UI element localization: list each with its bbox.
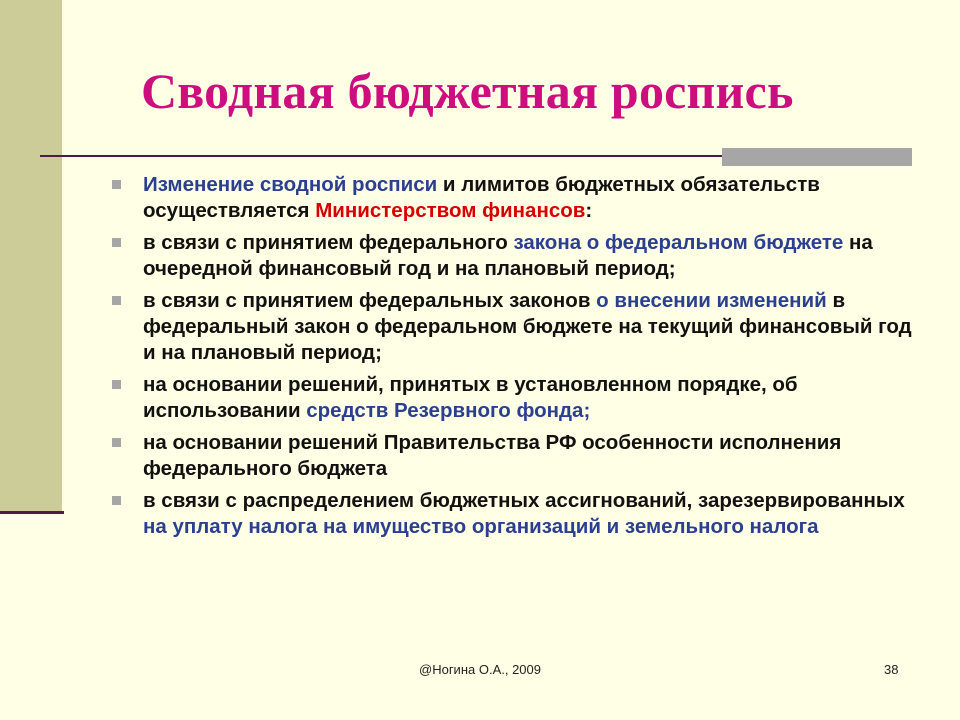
item-text-segment: :: [585, 199, 593, 222]
square-bullet-icon: [112, 438, 121, 447]
square-bullet-icon: [112, 296, 121, 305]
item-text-segment: на очередной финансовый год и на плановый период;: [143, 231, 873, 280]
square-bullet-icon: [112, 380, 121, 389]
item-text-segment: на основании решений Правительства РФ особенности исполнения федерального бюджета: [143, 431, 842, 480]
square-bullet-icon: [112, 180, 121, 189]
bullet-list: [112, 172, 912, 546]
list-item: [112, 288, 912, 366]
list-item: [112, 372, 912, 424]
list-item: [112, 172, 912, 224]
item-text-segment: на уплату налога на имущество организаций и земельного налога: [143, 515, 819, 538]
title-accent-bar: [722, 148, 912, 166]
left-sidebar-band: [0, 0, 62, 513]
item-text-segment: о внесении изменений: [596, 289, 827, 312]
item-text-segment: на основании решений, принятых в установленном порядке, об использовании: [143, 373, 798, 422]
sidebar-bottom-rule: [0, 511, 64, 514]
item-text-segment: в федеральный закон о федеральном бюджете на текущий финансовый год и на плановый период;: [143, 289, 912, 364]
footer-copyright: @Ногина О.А., 2009: [419, 662, 541, 677]
item-text-segment: в связи с распределением бюджетных ассигнований, зарезервированных: [143, 489, 905, 512]
slide-title: Сводная бюджетная роспись: [141, 63, 794, 119]
list-item: [112, 230, 912, 282]
item-text-segment: в связи с принятием федеральных законов: [143, 289, 597, 312]
item-text-segment: и лимитов бюджетных обязательств осуществляется: [143, 173, 820, 222]
item-text-segment: Изменение сводной росписи: [143, 173, 438, 196]
page-number: 38: [884, 662, 899, 677]
item-text-segment: закона о федеральном бюджете: [513, 231, 844, 254]
list-item: [112, 430, 912, 482]
item-text-segment: в связи с принятием федерального: [143, 231, 514, 254]
item-text-segment: средств Резервного фонда;: [306, 399, 591, 422]
square-bullet-icon: [112, 238, 121, 247]
square-bullet-icon: [112, 496, 121, 505]
item-text-segment: Министерством финансов: [315, 199, 586, 222]
list-item: [112, 488, 912, 540]
